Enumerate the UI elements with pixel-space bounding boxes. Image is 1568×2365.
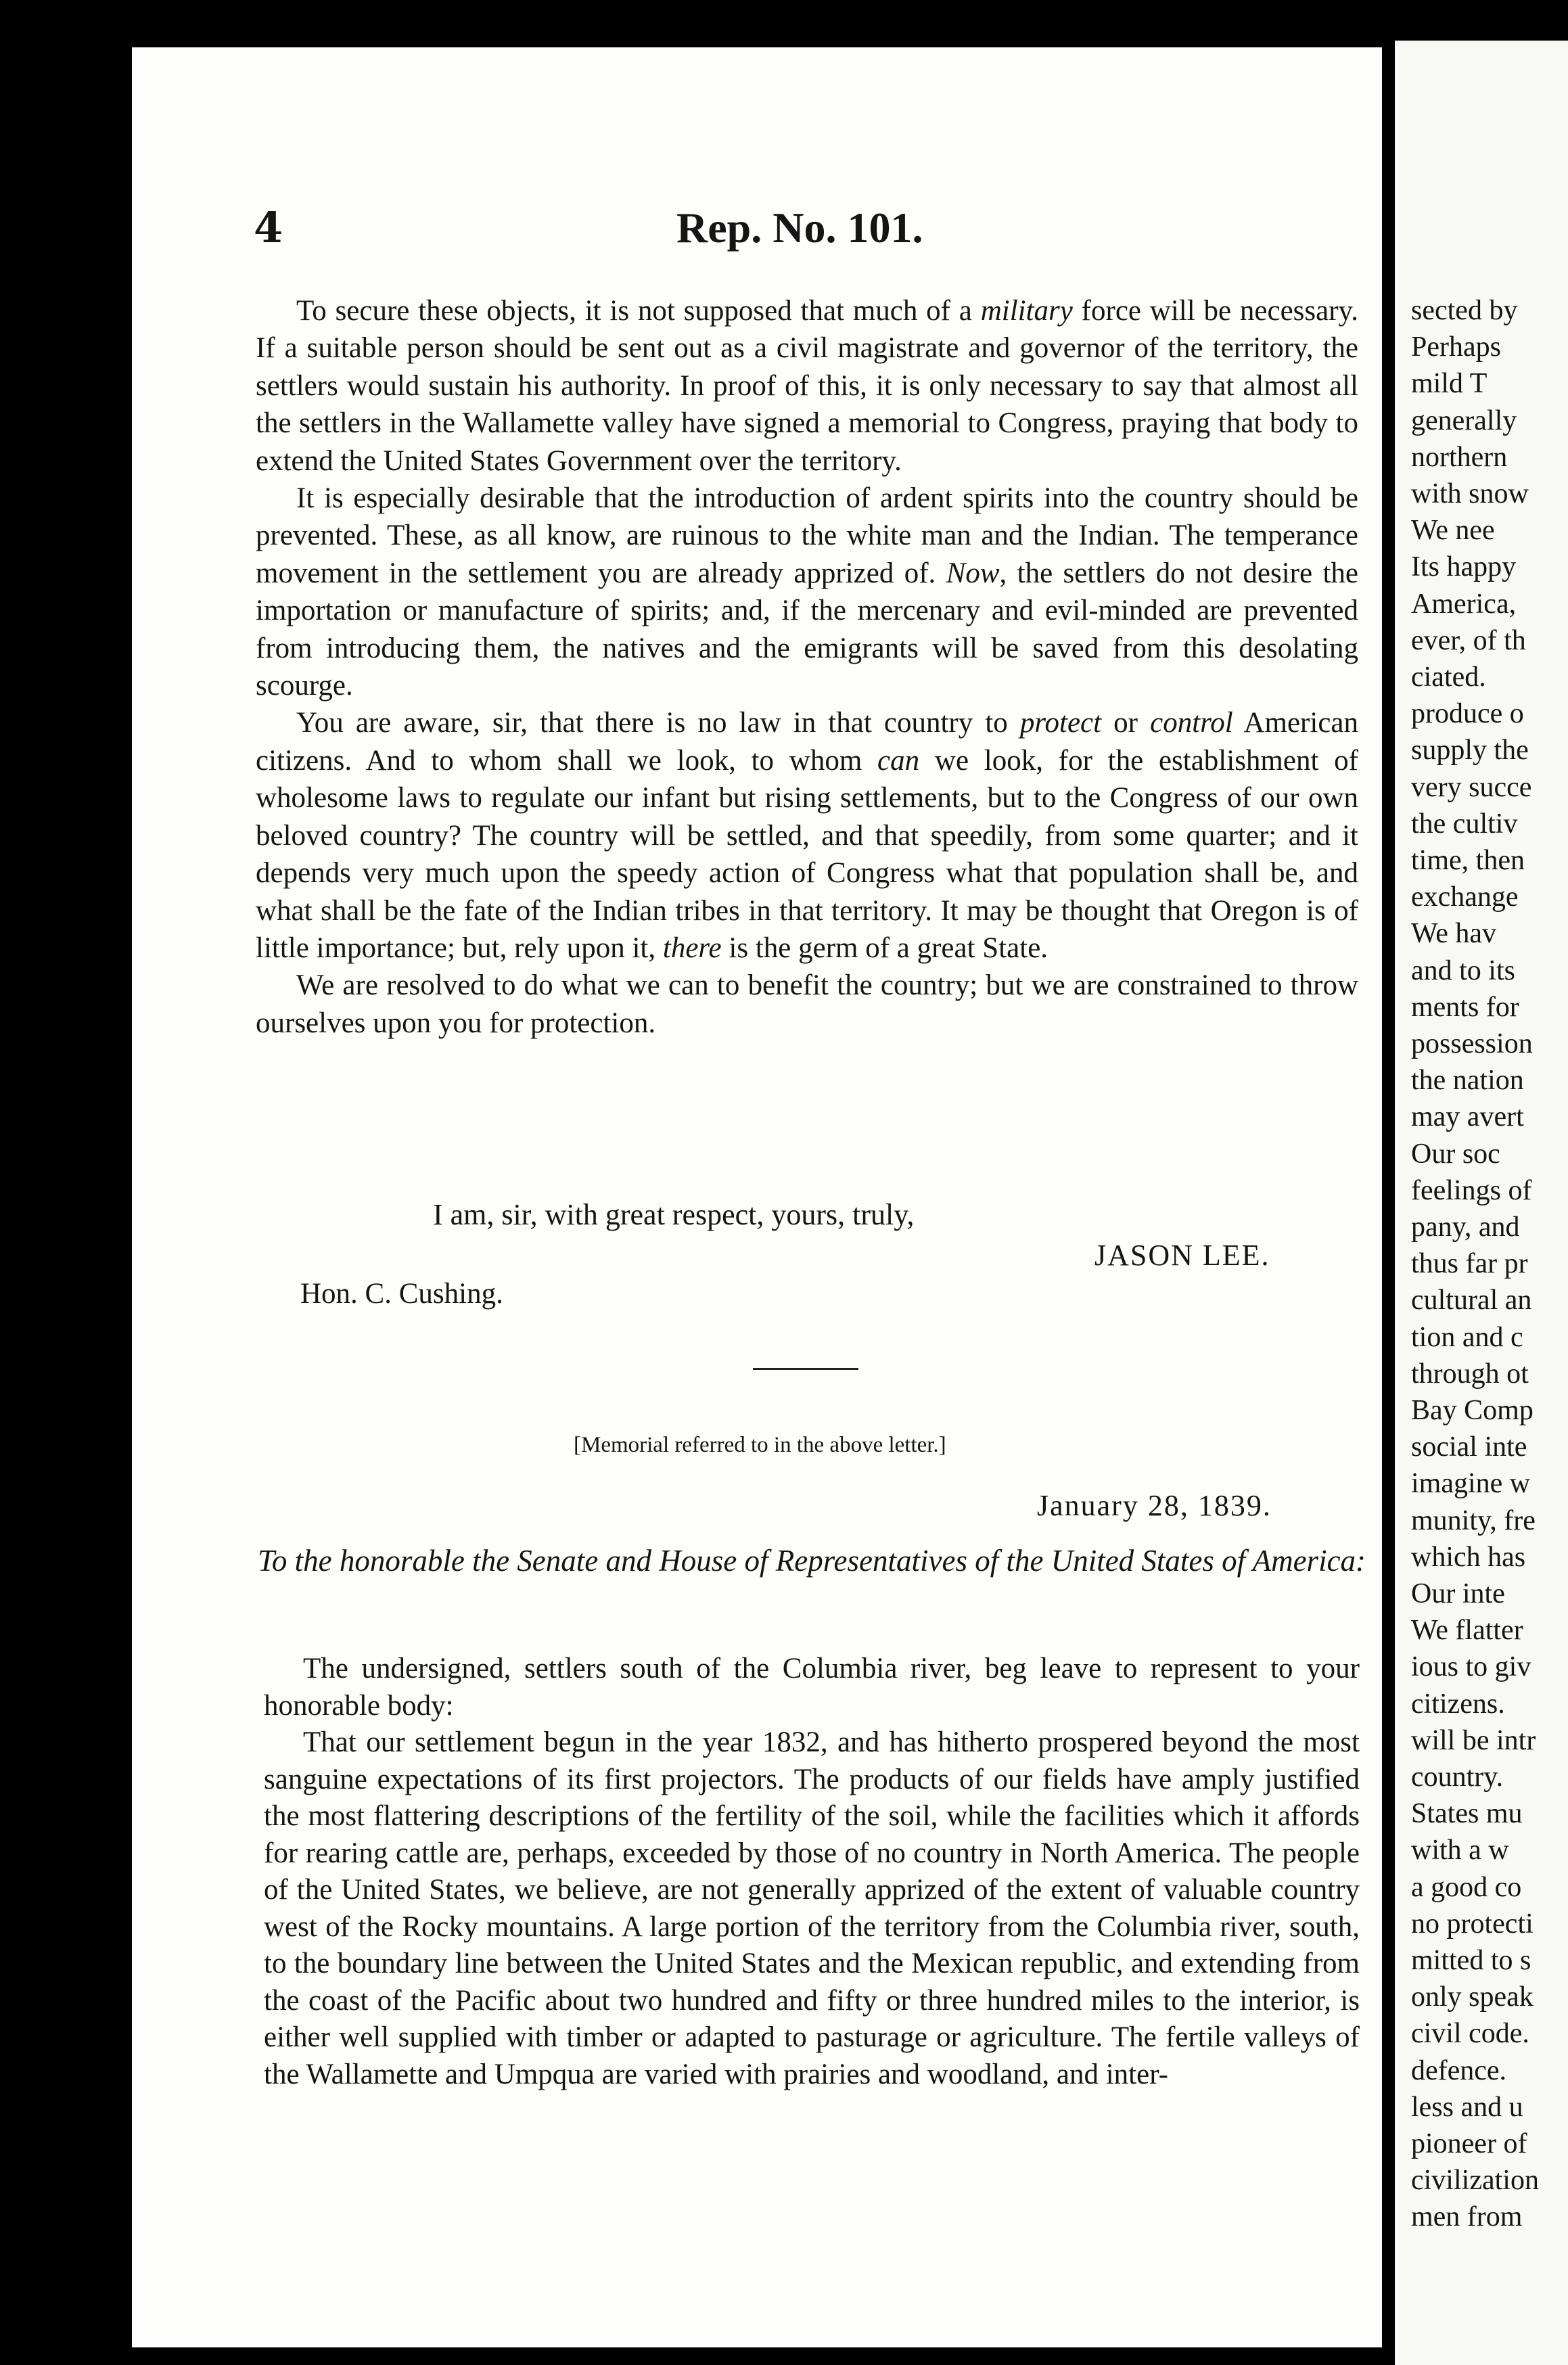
facing-line: exchange — [1411, 881, 1519, 913]
memorial-date: January 28, 1839. — [1037, 1489, 1272, 1522]
facing-line: social inte — [1411, 1431, 1527, 1463]
facing-line: mild T — [1411, 368, 1488, 400]
facing-line: produce o — [1411, 698, 1524, 730]
facing-line: imagine w — [1411, 1468, 1531, 1500]
facing-line: ious to giv — [1411, 1651, 1531, 1683]
facing-line: supply the — [1411, 735, 1529, 766]
facing-line: very succe — [1411, 771, 1532, 803]
facing-line: less and u — [1411, 2091, 1523, 2123]
facing-line: with snow — [1411, 478, 1529, 509]
facing-line: citizens. — [1411, 1688, 1505, 1720]
facing-line: men from — [1411, 2201, 1523, 2233]
facing-line: the cultiv — [1411, 808, 1518, 840]
facing-line: America, — [1411, 588, 1517, 620]
signature: JASON LEE. — [1094, 1239, 1270, 1272]
facing-line: only speak — [1411, 1981, 1534, 2013]
facing-line: tion and c — [1411, 1321, 1523, 1353]
facing-line: may avert — [1411, 1101, 1524, 1133]
facing-line: mitted to s — [1411, 1945, 1531, 1976]
facing-line: possession — [1411, 1028, 1533, 1059]
facing-line: States mu — [1411, 1798, 1523, 1830]
addressee: Hon. C. Cushing. — [300, 1278, 503, 1310]
facing-line: no protecti — [1411, 1908, 1534, 1939]
facing-line: and to its — [1411, 955, 1515, 986]
facing-line: We flatter — [1411, 1615, 1523, 1647]
facing-line: country. — [1411, 1762, 1504, 1793]
memorial-body — [264, 1651, 1360, 2093]
letter-paragraph-3: You are aware, sir, that there is no law in that country to protect or control American citizens. And to whom shall we look, to whom can we look, for the establishment of wholesome laws to regulate our infant but rising settlements, but to the Congress of our own beloved country? The country will be settled, and that speedily, from some quarter; and it depends very much upon the speedy action of Congress what that population shall be, and what shall be the fate of the Indian tribes in that territory. It may be thought that Oregon is of little importance; but, rely upon it, there is the germ of a great State. — [256, 707, 1358, 964]
memorial-paragraph-2: That our settlement begun in the year 1832, and has hitherto prospered beyond the most sanguine expectations of its first projectors. The products of our fields have amply justified the most flattering descriptions of the fertility of the soil, while the facilities which it affords for rearing cattle are, perhaps, exceeded by those of no country in North America. The people of the United States, we believe, are not generally apprized of the extent of valuable country west of the Rocky mountains. A large portion of the territory from the Columbia river, south, to the boundary line between the United States and the Mexican republic, and extending from the coast of the Pacific about two hundred and fifty or three hundred miles to the interior, is either well supplied with timber or adapted to pasturage or agriculture. The fertile valleys of the Wallamette and Umpqua are varied with prairies and woodland, and inter- — [264, 1726, 1360, 2090]
facing-line: will be intr — [1411, 1724, 1536, 1756]
facing-line: civilization — [1411, 2165, 1539, 2197]
facing-line: Its happy — [1411, 551, 1517, 583]
facing-line: Our soc — [1411, 1138, 1500, 1170]
bracket-note: [Memorial referred to in the above letter.] — [574, 1433, 946, 1457]
letter-closing: I am, sir, with great respect, yours, truly, — [433, 1198, 915, 1231]
facing-line: with a w — [1411, 1835, 1509, 1866]
letter-paragraph-4: We are resolved to do what we can to benefit the country; but we are constrained to throw ourselves upon you for protection. — [256, 969, 1358, 1039]
facing-line: pioneer of — [1411, 2128, 1527, 2159]
facing-line: ments for — [1411, 991, 1519, 1023]
facing-line: ever, of th — [1411, 624, 1526, 656]
running-head: Rep. No. 101. — [676, 204, 923, 252]
facing-line: generally — [1411, 405, 1517, 436]
facing-line: Bay Comp — [1411, 1395, 1534, 1426]
facing-line: defence. — [1411, 2054, 1507, 2086]
facing-line: Perhaps — [1411, 331, 1501, 363]
letter-paragraph-2: It is especially desirable that the introduction of ardent spirits into the country should be prevented. These, as all know, are ruinous to the white man and the Indian. The temperance movement in the settlement you are already apprized of. Now, the settlers do not desire the importation or manufacture of spirits; and, if the mercenary and evil-minded are prevented from introducing them, the natives and the emigrants will be saved from this desolating scourge. — [256, 482, 1358, 702]
facing-line: ciated. — [1411, 662, 1486, 693]
facing-line: which has — [1411, 1541, 1526, 1573]
memorial-address: To the honorable the Senate and House of Representatives of the United States of America: — [257, 1544, 1366, 1578]
section-divider — [753, 1368, 858, 1370]
facing-line: cultural an — [1411, 1285, 1532, 1316]
facing-line: We hav — [1411, 918, 1497, 950]
facing-line: Our inte — [1411, 1578, 1505, 1609]
facing-line: northern — [1411, 441, 1508, 473]
facing-line: time, then — [1411, 845, 1525, 876]
facing-line: We nee — [1411, 515, 1495, 547]
facing-line: the nation — [1411, 1065, 1524, 1097]
facing-line: a good co — [1411, 1871, 1522, 1903]
facing-line: through ot — [1411, 1358, 1529, 1390]
page-number: 4 — [254, 203, 283, 252]
facing-line: thus far pr — [1411, 1248, 1528, 1280]
facing-line: civil code. — [1411, 2018, 1529, 2050]
letter-paragraph-1: To secure these objects, it is not supposed that much of a military force will be necessary. If a suitable person should be sent out as a civil magistrate and governor of the territory, the settlers would sustain his authority. In proof of this, it is only necessary to say that almost all the settlers in the Wallamette valley have signed a memorial to Congress, praying that body to extend the United States Government over the territory. — [256, 295, 1358, 477]
facing-line: pany, and — [1411, 1212, 1520, 1243]
facing-line: feelings of — [1411, 1174, 1532, 1206]
memorial-paragraph-1: The undersigned, settlers south of the Columbia river, beg leave to represent to your honorable body: — [264, 1653, 1360, 1722]
facing-line: sected by — [1411, 295, 1518, 326]
facing-line: munity, fre — [1411, 1505, 1536, 1536]
facing-page-fragment — [1395, 41, 1568, 2365]
letter-body — [256, 292, 1358, 1042]
